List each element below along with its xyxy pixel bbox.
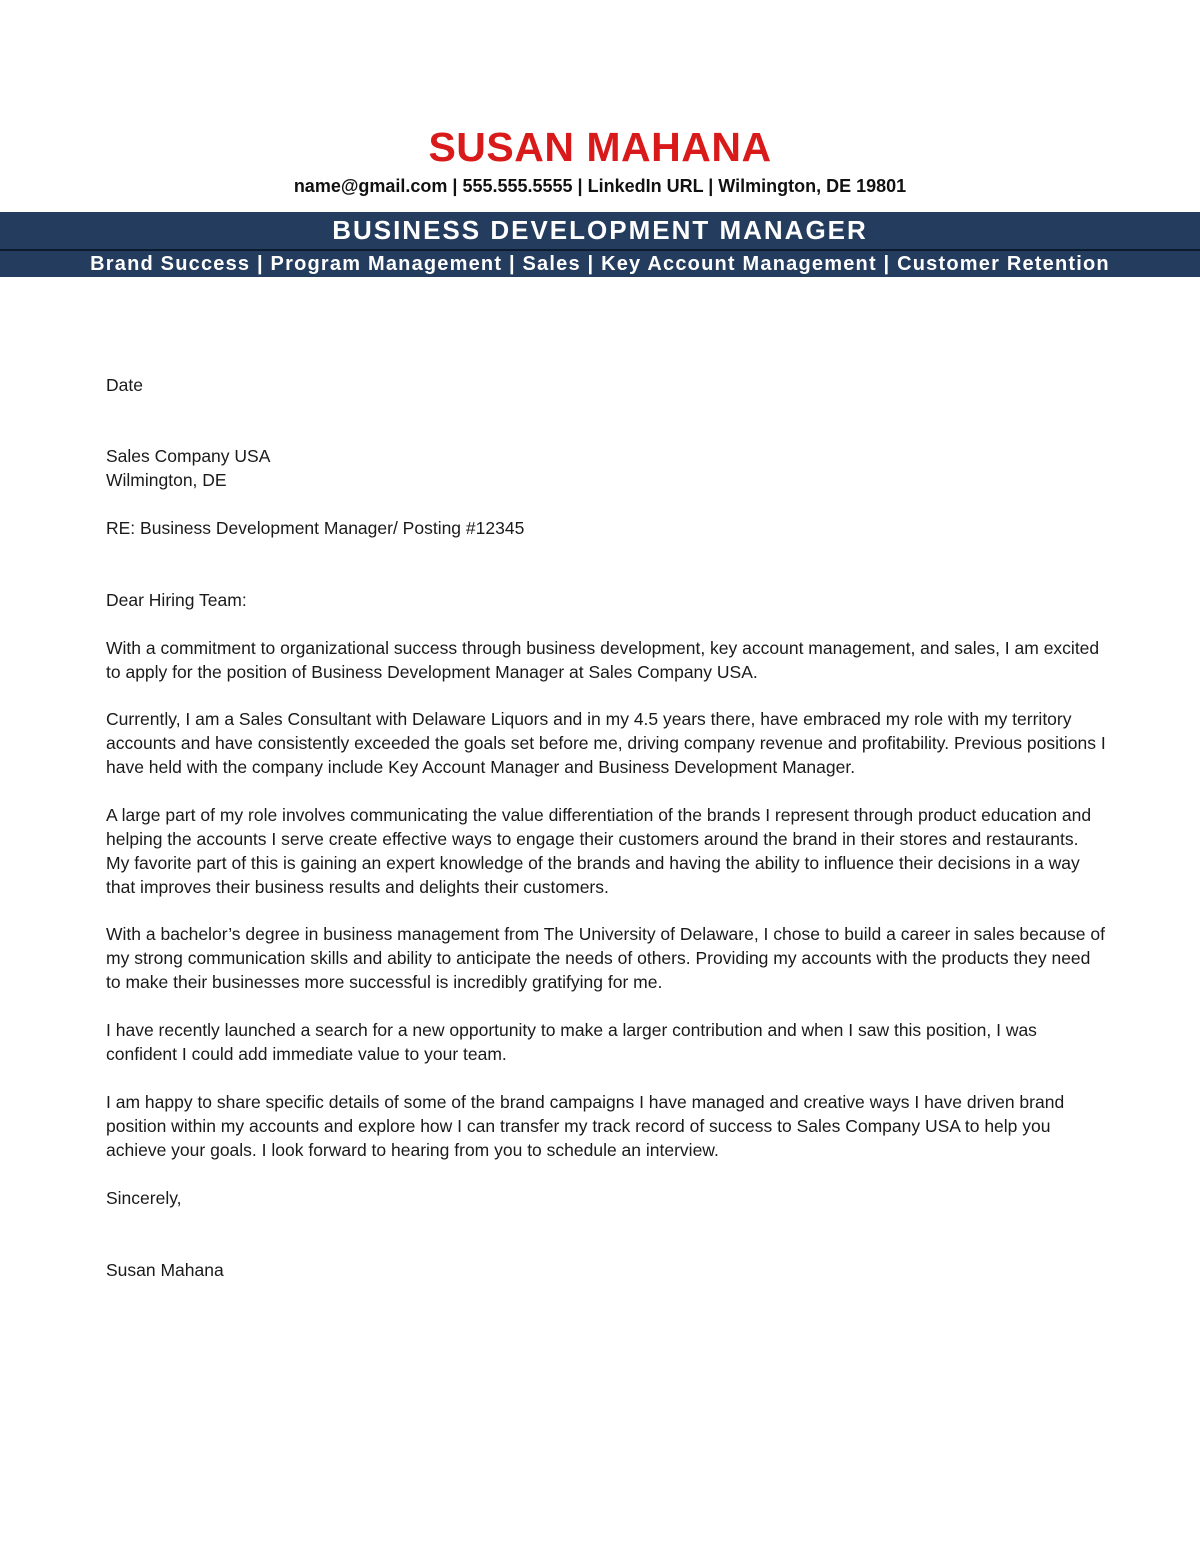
paragraph-2: Currently, I am a Sales Consultant with Delaware Liquors and in my 4.5 years there, have embraced my role with my territory accounts and have consistently exceeded the goals set before me, driving company revenue and profitability. Previous positions I have held with the company include Key Account Manager and Business Development Manager. (106, 709, 1106, 777)
job-title: BUSINESS DEVELOPMENT MANAGER (332, 215, 868, 245)
paragraph-3: A large part of my role involves communicating the value differentiation of the brands I represent through product education and helping the accounts I serve create effective ways to engage their customers around the brand in their stores and restaurants. My favorite part of this is gaining an expert knowledge of the brands and having the ability to influence their decisions in a way that improves their business results and delights their customers. (106, 805, 1092, 897)
salutation: Dear Hiring Team: (106, 590, 247, 610)
paragraph-4: With a bachelor’s degree in business management from The University of Delaware, I chose to build a career in sales because of my strong communication skills and ability to anticipate the needs of others. Providing my accounts with the products they need to make their businesses more successful is incredibly gratifying for me. (106, 924, 1105, 992)
paragraph-6: I am happy to share specific details of some of the brand campaigns I have managed and creative ways I have driven brand position within my accounts and explore how I can transfer my track record of success to Sales Company USA to help you achieve your goals. I look forward to hearing from you to schedule an interview. (106, 1092, 1065, 1160)
signature-name: Susan Mahana (106, 1260, 224, 1280)
skills-line: Brand Success | Program Management | Sales | Key Account Management | Customer Retention (90, 253, 1110, 275)
recipient-company: Sales Company USA (106, 446, 271, 466)
recipient-location: Wilmington, DE (106, 470, 227, 490)
applicant-name: SUSAN MAHANA (428, 124, 772, 170)
closing: Sincerely, (106, 1188, 182, 1208)
title-banner (0, 212, 1200, 277)
letter-date: Date (106, 375, 143, 395)
re-line: RE: Business Development Manager/ Posting #12345 (106, 518, 525, 538)
paragraph-5: I have recently launched a search for a new opportunity to make a larger contribution and when I saw this position, I was confident I could add immediate value to your team. (106, 1020, 1037, 1064)
contact-line: name@gmail.com | 555.555.5555 | LinkedIn URL | Wilmington, DE 19801 (293, 176, 907, 196)
paragraph-1: With a commitment to organizational success through business development, key account management, and sales, I am excited to apply for the position of Business Development Manager at Sales Company USA. (106, 638, 1100, 682)
